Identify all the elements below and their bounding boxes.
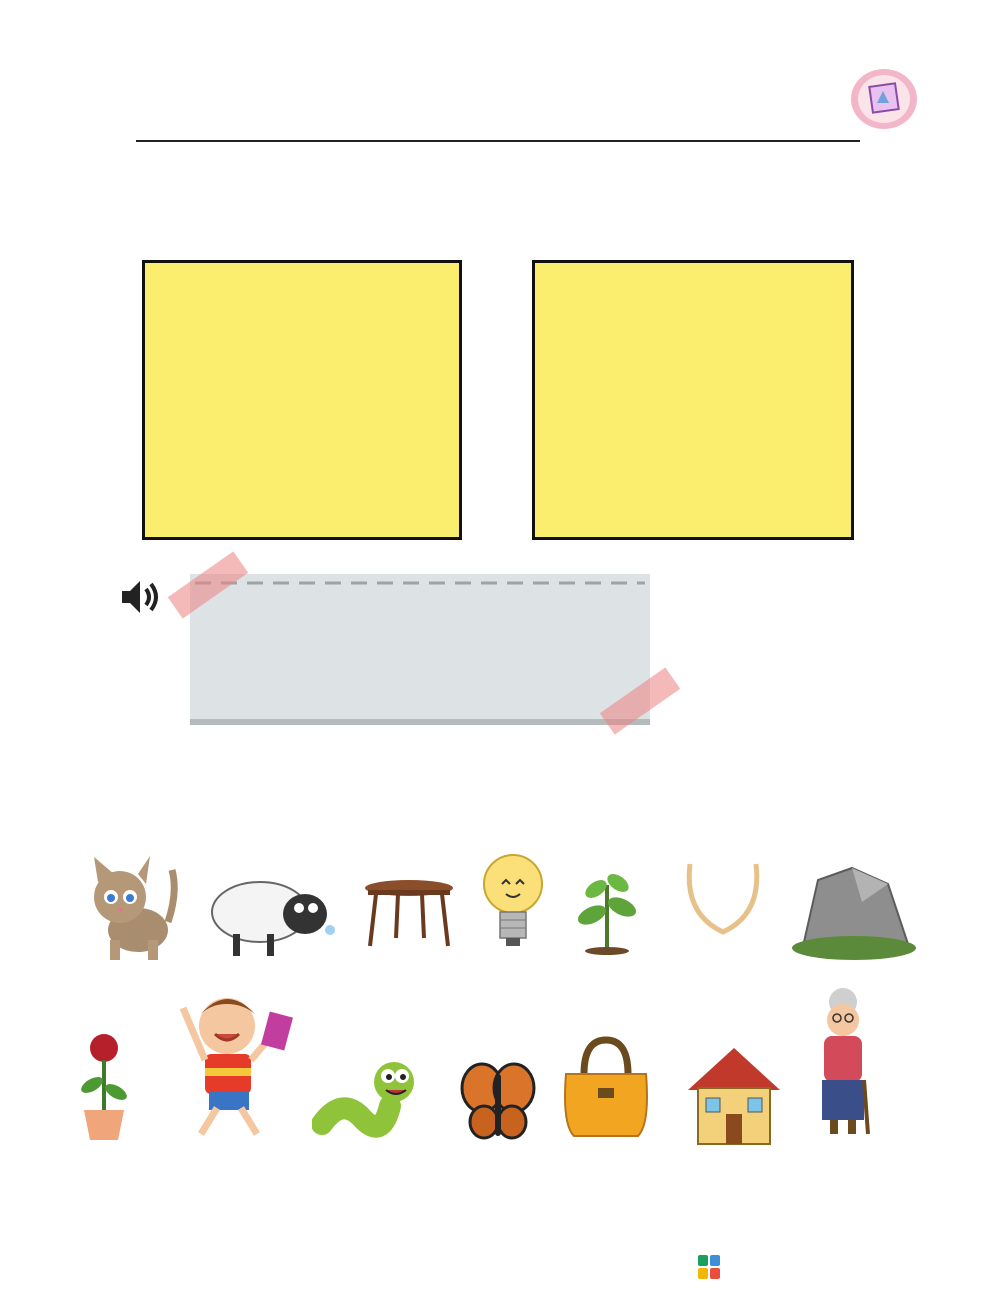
- liveworksheets-brand: [698, 1255, 724, 1279]
- necklace-image[interactable]: [680, 844, 766, 956]
- sheep-image[interactable]: [205, 872, 340, 962]
- house-image[interactable]: [686, 1044, 782, 1146]
- answer-option-1[interactable]: [142, 260, 462, 540]
- school-logo-icon: [849, 67, 919, 131]
- handbag-image[interactable]: [558, 1034, 654, 1140]
- plant-image[interactable]: [572, 865, 642, 955]
- audio-note-card: [190, 574, 650, 719]
- grandmother-image[interactable]: [810, 984, 876, 1140]
- table-image[interactable]: [362, 878, 457, 948]
- header-divider: [136, 140, 860, 142]
- dashed-line: [195, 578, 645, 588]
- cat-image[interactable]: [80, 852, 180, 964]
- boy-image[interactable]: [165, 988, 300, 1144]
- worm-image[interactable]: [312, 1046, 422, 1144]
- liveworksheets-logo-icon: [698, 1255, 720, 1279]
- rock-image[interactable]: [790, 862, 918, 962]
- answer-option-2[interactable]: [532, 260, 854, 540]
- butterfly-image[interactable]: [460, 1060, 536, 1144]
- speaker-icon[interactable]: [118, 575, 166, 619]
- flower-pot-image[interactable]: [74, 1030, 134, 1142]
- light-bulb-image[interactable]: [480, 852, 546, 948]
